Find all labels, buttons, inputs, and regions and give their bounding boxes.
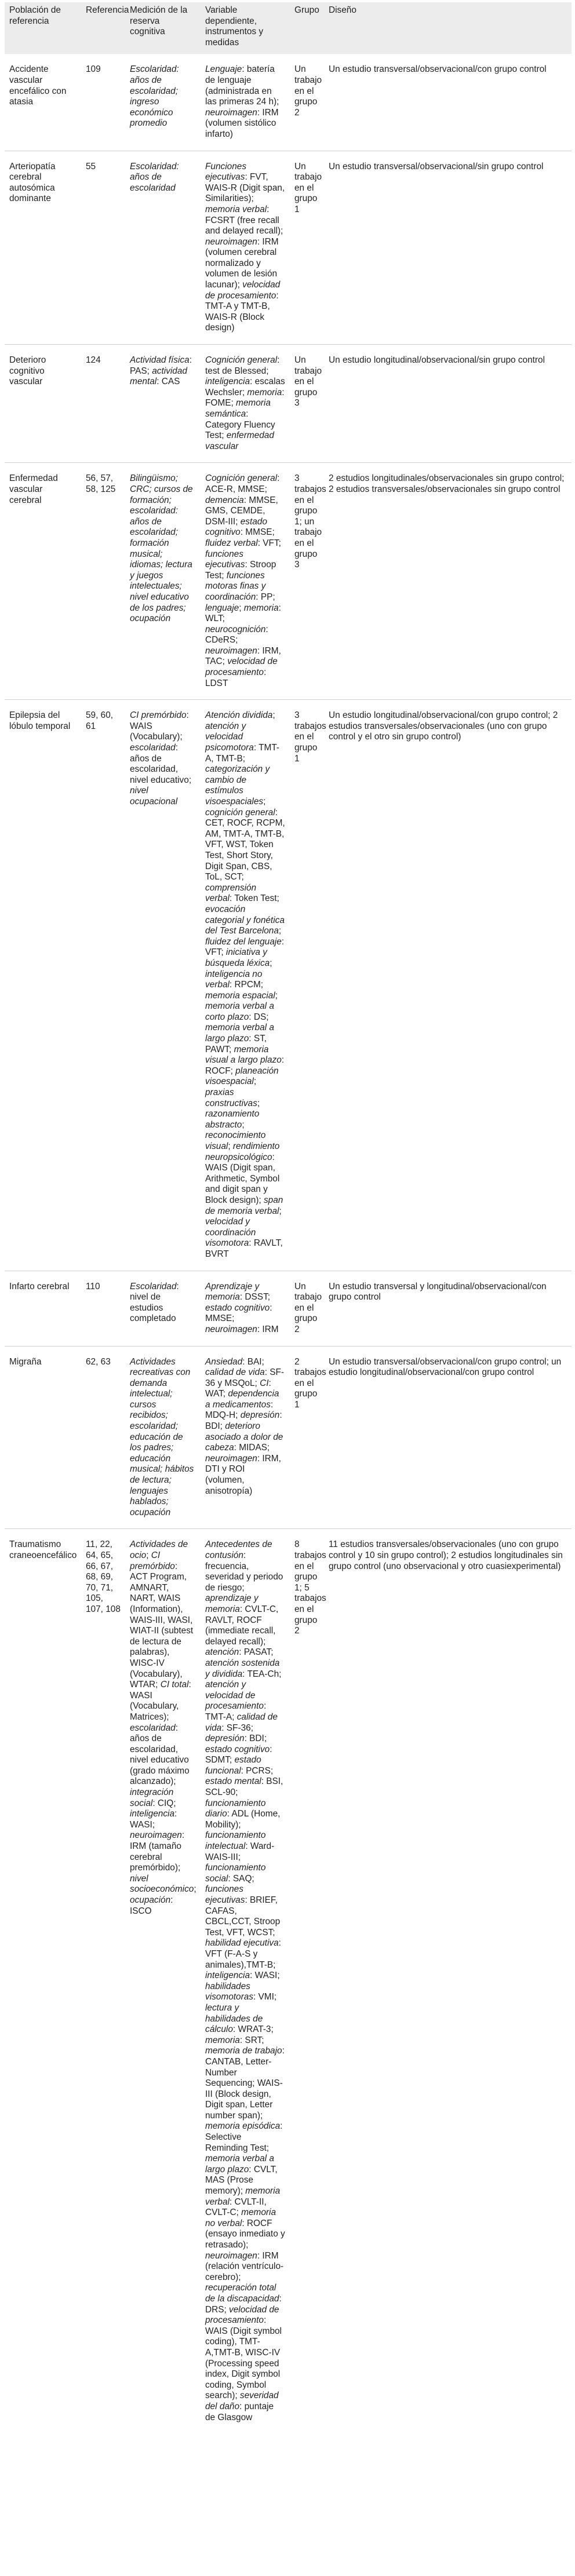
cell-dependent-variable-segment: : MDQ-H; [205, 1399, 274, 1421]
cell-cr-measure-segment: Bilingüismo; CRC; cursos de formación; escolaridad: años de escolaridad; formación musical; idiomas; lectura y juegos intelectuales; nivel educativo de los padres; ocupación [130, 473, 193, 624]
cell-dependent-variable-segment: planeación visoespacial [205, 1066, 279, 1087]
cell-cr-measure-segment: Escolaridad: años de escolaridad [130, 161, 179, 193]
cell-dependent-variable-segment: velocidad de procesamiento [205, 2304, 279, 2326]
cell-dependent-variable-segment: : PCRS; [241, 1765, 274, 1776]
cell-dependent-variable-segment: : IRM, TAC; [205, 645, 281, 667]
cell-population: Traumatismo craneoencefálico [5, 1529, 81, 2433]
cell-dependent-variable-segment: : PP; [256, 592, 275, 602]
cell-dependent-variable-segment: velocidad de procesamiento [205, 656, 278, 678]
cell-cr-measure-segment: ; [194, 1884, 196, 1895]
cell-cr-measure-segment: escolaridad [130, 1723, 176, 1733]
cell-dependent-variable-segment: categorización y cambio de estímulos visoespaciales [205, 764, 270, 807]
cell-dependent-variable-segment: estado funcional [205, 1755, 261, 1776]
cell-dependent-variable-segment: dependencia a medicamentos [205, 1389, 279, 1410]
cell-dependent-variable-segment: : VFT; [257, 538, 281, 548]
cell-population: Epilepsia del lóbulo temporal [5, 700, 81, 1271]
cell-group: Un trabajo en el grupo 2 [294, 64, 322, 118]
cell-dependent-variable [201, 1529, 290, 2433]
cell-dependent-variable-segment: ; [279, 1206, 282, 1216]
cell-dependent-variable-segment: inteligencia [205, 377, 250, 387]
cell-dependent-variable-segment: Aprendizaje y memoria [205, 1281, 260, 1302]
cell-reference: 56, 57, 58, 125 [81, 463, 125, 700]
cell-dependent-variable-segment: calidad de vida [205, 1367, 265, 1378]
cell-dependent-variable-segment: : TMT-A y TMT-B, WAIS-R (Block design) [205, 290, 279, 333]
cell-group: Un trabajo en el grupo 3 [290, 345, 324, 463]
cell-dependent-variable [201, 54, 290, 151]
cell-dependent-variable-segment: iniciativa y búsqueda léxica [205, 947, 270, 968]
cell-dependent-variable-segment: : WAIS (Digit span, Arithmetic, Symbol and digit span y Block design); [205, 1152, 280, 1205]
cell-design: Un estudio longitudinal/observacional/sin grupo control [324, 345, 572, 463]
cell-design: Un estudio transversal/observacional/con grupo control [329, 64, 547, 75]
cell-dependent-variable-segment: : RPCM; [229, 980, 264, 990]
cell-dependent-variable-segment: : CDeRS; [205, 624, 268, 645]
cell-dependent-variable-segment: razonamiento abstracto [205, 1109, 260, 1130]
cell-cr-measure-segment: : años de escolaridad, nivel educativo (grado máximo alcanzado); [130, 1723, 190, 1787]
cell-dependent-variable-segment: demencia [205, 495, 244, 505]
cell-design: Un estudio transversal/observacional/con grupo control; un estudio longitudinal/observacional/con grupo control [324, 1346, 572, 1529]
cell-dependent-variable-segment: : MMSE; [240, 527, 275, 538]
cell-design: 2 estudios longitudinales/observacionales sin grupo control; 2 estudios transversales/observacionales sin grupo control [324, 463, 572, 700]
cell-dependent-variable-segment: Cognición general [205, 355, 278, 366]
cell-design: Un estudio longitudinal/observacional/con grupo control; 2 estudios transversales/observacionales (uno con grupo control y el otro sin grupo control) [324, 700, 572, 1271]
header-group: Grupo [290, 2, 324, 54]
table-row [5, 700, 572, 1271]
cell-dependent-variable-segment: : test de Blessed; [205, 355, 280, 376]
cell-dependent-variable-segment: estado cognitivo [205, 1302, 270, 1313]
cell-dependent-variable-segment: : Ward-WAIS-III; [205, 1841, 275, 1862]
cell-cr-measure [125, 700, 201, 1271]
cell-design: Un estudio transversal/observacional/sin grupo control [324, 151, 572, 345]
cell-dependent-variable-segment: Ansiedad [205, 1356, 243, 1367]
cell-dependent-variable [201, 151, 290, 345]
cell-dependent-variable-segment: : BRIEF, CAFAS, CBCL,CCT, Stroop Test, VFT, WCST; [205, 1895, 281, 1938]
cell-cr-measure [125, 345, 201, 463]
cell-population: Arteriopatía cerebral autosómica dominante [5, 151, 81, 345]
cell-dependent-variable-segment: atención y velocidad psicomotora [205, 721, 254, 753]
cell-cr-measure [125, 1529, 201, 2433]
cell-cr-measure-segment: nivel socioeconómico [130, 1873, 194, 1895]
cell-cr-measure-segment: ; [146, 1550, 151, 1560]
cell-dependent-variable-segment: : RAVLT, BVRT [205, 1238, 283, 1259]
cell-dependent-variable-segment: : WASI; [250, 1971, 280, 1981]
cell-cr-measure-segment: Escolaridad [130, 1281, 177, 1291]
table-header-row [5, 2, 572, 54]
cell-reference: 124 [81, 345, 125, 463]
cell-dependent-variable-segment: : CANTAB, Letter-Number Sequencing; WAIS-III (Block design, Digit span, Letter number span); [205, 2046, 285, 2121]
cell-dependent-variable-segment: : SDMT; [205, 1744, 272, 1765]
cell-dependent-variable [201, 345, 290, 463]
studies-table [5, 2, 572, 2433]
cell-group: 8 trabajos en el grupo 1; 5 trabajos en el grupo 2 [290, 1529, 324, 2433]
cell-dependent-variable-segment: funciones ejecutivas [205, 1884, 245, 1905]
cell-cr-measure-segment: Actividades de ocio [130, 1539, 188, 1560]
cell-dependent-variable-segment: : MIDAS; [234, 1443, 270, 1453]
cell-population: Accidente vascular encefálico con atasia [9, 64, 67, 107]
cell-dependent-variable-segment: : IRM, DTI y ROI (volumen, anisotropía) [205, 1453, 281, 1496]
cell-dependent-variable-segment: : FCSRT (free recall and delayed recall); [205, 204, 283, 236]
cell-dependent-variable-segment: : BSI, SCL-90; [205, 1776, 283, 1798]
cell-dependent-variable-segment: : puntaje de Glasgow [205, 2401, 274, 2422]
cell-cr-measure-segment: : CAS [157, 377, 180, 387]
cell-cr-measure [125, 463, 201, 700]
cell-dependent-variable-segment: : ACE-R, MMSE; [205, 473, 280, 494]
cell-dependent-variable-segment: : WRAT-3; [232, 2024, 274, 2035]
cell-dependent-variable-segment: comprensión verbal [205, 882, 257, 904]
cell-design: Un estudio transversal y longitudinal/observacional/con grupo control [324, 1271, 572, 1346]
cell-dependent-variable-segment: : DSST; [239, 1292, 271, 1302]
cell-dependent-variable-segment: habilidad ejecutiva [205, 1938, 279, 1949]
cell-dependent-variable-segment: memoria semántica [205, 398, 271, 419]
cell-dependent-variable-segment: : WAIS (Digit symbol coding), TMT-A,TMT-B, WISC-IV (Processing speed index, Digit symbol coding, Symbol search); [205, 2315, 282, 2401]
cell-dependent-variable-segment: : DRS; [205, 2293, 282, 2315]
cell-cr-measure [125, 54, 201, 151]
cell-dependent-variable-segment: calidad de vida [205, 1712, 278, 1733]
cell-dependent-variable-segment: memoria espacial [205, 990, 275, 1001]
cell-dependent-variable-segment: estado mental [205, 1776, 261, 1787]
cell-dependent-variable-segment: : SF-36 y MSQoL; [205, 1367, 285, 1388]
table-row [5, 54, 572, 151]
cell-dependent-variable-segment: velocidad y coordinación visomotora [205, 1217, 256, 1249]
cell-cr-measure-segment: : ACT Program, AMNART, NART, WAIS (Information), WAIS-III, WASI, WIAT-II (subtest de lectura de palabras), WISC-IV (Vocabulary), WTAR; [130, 1561, 194, 1690]
cell-dependent-variable-segment: lectura y habilidades de cálculo [205, 2002, 263, 2035]
cell-dependent-variable-segment: fluidez del lenguaje [205, 936, 282, 947]
cell-dependent-variable-segment: : Stroop Test; [205, 560, 276, 581]
cell-dependent-variable-segment: atención sostenida y dividida [205, 1658, 280, 1679]
cell-dependent-variable-segment: ; [228, 1141, 233, 1151]
cell-cr-measure-segment: ocupación [130, 1895, 171, 1905]
cell-dependent-variable-segment: reconocimiento visual [205, 1130, 266, 1151]
cell-dependent-variable-segment: habilidades visomotoras [205, 1981, 253, 2002]
cell-dependent-variable-segment: memoria verbal [205, 2186, 281, 2207]
cell-dependent-variable-segment: rendimiento neuropsicológico [205, 1141, 280, 1162]
cell-population: Enfermedad vascular cerebral [5, 463, 81, 700]
cell-dependent-variable-segment: atención [205, 1647, 239, 1658]
cell-cr-measure [125, 151, 201, 345]
cell-cr-measure-segment: : WASI (Vocabulary, Matrices); [130, 1680, 191, 1722]
cell-population: Deterioro cognitivo vascular [5, 345, 81, 463]
cell-dependent-variable-segment: ; [257, 1098, 260, 1108]
cell-dependent-variable [201, 700, 290, 1271]
cell-dependent-variable-segment: memoria episódica [205, 2121, 281, 2132]
cell-dependent-variable-segment: : BDI; [244, 1734, 267, 1744]
cell-dependent-variable-segment: : Token Test; [229, 893, 279, 904]
cell-dependent-variable-segment: depresión [205, 1734, 245, 1744]
cell-dependent-variable-segment: : ADL (Home, Mobility); [205, 1809, 281, 1830]
cell-group: 3 trabajos en el grupo 1 [290, 700, 324, 1271]
cell-cr-measure-segment: neuroimagen [130, 1830, 182, 1841]
cell-dependent-variable-segment: lenguaje [205, 603, 239, 613]
cell-dependent-variable-segment: cognición general [205, 807, 275, 818]
cell-dependent-variable-segment: inteligencia [205, 1971, 250, 1981]
cell-dependent-variable-segment: ; [270, 958, 272, 968]
cell-cr-measure-segment: : WAIS (Vocabulary); [130, 710, 189, 742]
cell-dependent-variable-segment: neuroimagen [205, 107, 257, 118]
cell-dependent-variable-segment: : VMI; [253, 1992, 277, 2002]
cell-cr-measure-segment: CI premórbido [130, 710, 187, 721]
cell-dependent-variable-segment: ; [242, 1119, 245, 1130]
cell-dependent-variable-segment: : escalas Wechsler; [205, 377, 285, 397]
table-row [5, 345, 572, 463]
cell-population: Infarto cerebral [5, 1271, 81, 1346]
cell-group: Un trabajo en el grupo 2 [290, 1271, 324, 1346]
cell-cr-measure-segment: integración social [130, 1787, 174, 1808]
cell-dependent-variable-segment: memoria verbal a largo plazo [205, 1023, 274, 1044]
cell-group: Un trabajo en el grupo 1 [290, 151, 324, 345]
cell-cr-measure-segment: escolaridad [130, 743, 176, 753]
cell-cr-measure [125, 1346, 201, 1529]
cell-dependent-variable-segment: : TMT-A; [205, 1701, 267, 1722]
cell-cr-measure-segment: Actividad física [130, 355, 190, 366]
table-row [5, 1529, 572, 2433]
cell-dependent-variable-segment: : Category Fluency Test; [205, 409, 275, 441]
cell-cr-measure-segment: : IRM (tamaño cerebral premórbido); [130, 1830, 185, 1873]
cell-dependent-variable-segment: ; [278, 926, 282, 936]
cell-dependent-variable-segment: funciones ejecutivas [205, 549, 245, 570]
cell-cr-measure-segment: : WASI; [130, 1809, 177, 1830]
cell-cr-measure-segment: : CIQ; [152, 1798, 176, 1808]
cell-dependent-variable-segment: : CET, ROCF, RCPM, AM, TMT-A, TMT-B, VFT, WST, Token Test, Short Story, Digit Span, CBS, ToL, SCT; [205, 807, 285, 882]
cell-dependent-variable-segment: ; [239, 603, 244, 613]
cell-cr-measure-segment: Actividades recreativas con demanda intelectual; cursos recibidos; escolaridad; educación de los padres; educación musical; hábitos de lectura; lenguajes hablados; ocupación [130, 1356, 194, 1517]
cell-reference: 110 [81, 1271, 125, 1346]
cell-dependent-variable-segment: atención y velocidad de procesamiento [205, 1680, 264, 1712]
cell-dependent-variable-segment: depresión [240, 1410, 280, 1421]
cell-dependent-variable-segment: : MMSE, GMS, CEMDE, DSM-III; [205, 495, 278, 527]
table-row [5, 151, 572, 345]
cell-cr-measure-segment: CI premórbido [130, 1550, 175, 1571]
cell-reference: 109 [86, 64, 101, 75]
cell-dependent-variable-segment: neuroimagen [205, 236, 257, 247]
cell-dependent-variable-segment: recuperación total de la discapacidad [205, 2283, 279, 2304]
cell-dependent-variable-segment: : IRM (volumen sistólico infarto) [205, 107, 279, 139]
header-reference: Referencia [81, 2, 125, 54]
cell-population: Migraña [5, 1346, 81, 1529]
cell-dependent-variable-segment: : Selective Reminding Test; [205, 2121, 283, 2153]
cell-group: 2 trabajos en el grupo 1 [290, 1346, 324, 1529]
cell-dependent-variable-segment: deterioro asociado a dolor de cabeza [205, 1421, 283, 1453]
cell-dependent-variable [201, 1346, 290, 1529]
cell-dependent-variable-segment: : SF-36; [221, 1723, 253, 1733]
cell-reference: 55 [81, 151, 125, 345]
table-row [5, 1346, 572, 1529]
cell-dependent-variable-segment: : TEA-Ch; [242, 1669, 282, 1679]
cell-dependent-variable-segment: : IRM (volumen cerebral normalizado y volumen de lesión lacunar); [205, 236, 279, 290]
cell-dependent-variable-segment: : FOME; [205, 387, 285, 408]
cell-group: 3 trabajos en el grupo 1; un trabajo en el grupo 3 [290, 463, 324, 700]
cell-dependent-variable-segment: funcionamiento social [205, 1863, 266, 1884]
cell-dependent-variable-segment: : VFT; [205, 936, 285, 958]
cell-dependent-variable-segment: memoria [247, 387, 282, 397]
cell-dependent-variable [201, 1271, 290, 1346]
cell-dependent-variable-segment: neurocognición [205, 624, 266, 634]
cell-dependent-variable-segment: : BAI; [242, 1356, 264, 1367]
cell-dependent-variable-segment: : ST, PAWT; [205, 1034, 267, 1055]
cell-dependent-variable-segment: enfermedad vascular [205, 430, 274, 451]
cell-dependent-variable-segment: severidad del daño [205, 2391, 279, 2411]
cell-dependent-variable-segment: inteligencia no verbal [205, 969, 263, 990]
header-cr-measure: Medición de la reserva cognitiva [125, 2, 201, 54]
cell-reference: 11, 22, 64, 65, 66, 67, 68, 69, 70, 71, 105, 107, 108 [81, 1529, 125, 2433]
cell-dependent-variable-segment: funcionamiento diario [205, 1798, 266, 1819]
cell-dependent-variable-segment: memoria no verbal [205, 2208, 276, 2228]
cell-dependent-variable-segment: : LDST [205, 667, 267, 688]
cell-dependent-variable-segment: : frecuencia, severidad y periodo de riesgo; [205, 1550, 283, 1593]
cell-dependent-variable-segment: neuroimagen [205, 645, 257, 656]
header-dependent-variable: Variable dependiente, instrumentos y medidas [201, 2, 290, 54]
cell-cr-measure [125, 1271, 201, 1346]
cell-dependent-variable-segment: funcionamiento intelectual [205, 1830, 266, 1852]
header-design: Diseño [324, 2, 572, 54]
cell-dependent-variable-segment: : MMSE; [205, 1302, 272, 1324]
cell-cr-measure-segment: : ISCO [130, 1895, 173, 1916]
cell-dependent-variable-segment: estado cognitivo [205, 516, 267, 538]
cell-reference: 59, 60, 61 [81, 700, 125, 1271]
cell-dependent-variable-segment: memoria [205, 2035, 240, 2045]
cell-dependent-variable-segment: : CVLT-II, CVLT-C; [205, 2196, 267, 2218]
header-population: Población de referencia [5, 2, 81, 54]
cell-dependent-variable-segment: : SRT; [239, 2035, 264, 2045]
cell-dependent-variable-segment: CI [260, 1378, 269, 1388]
cell-dependent-variable-segment: ; [263, 797, 266, 807]
cell-dependent-variable-segment: aprendizaje y memoria [205, 1593, 259, 1614]
cell-dependent-variable-segment: neuroimagen [205, 1453, 257, 1464]
cell-dependent-variable-segment: Antecedentes de contusión [205, 1539, 272, 1560]
cell-dependent-variable-segment: memoria de trabajo [205, 2046, 282, 2056]
cell-dependent-variable-segment: : ROCF; [205, 1055, 285, 1076]
cell-dependent-variable-segment: Atención dividida [205, 710, 273, 721]
cell-dependent-variable-segment: : VFT (F-A-S y animales),TMT-B; [205, 1938, 281, 1970]
cell-dependent-variable-segment: : CVLT, MAS (Prose memory); [205, 2164, 278, 2196]
cell-dependent-variable-segment: : ROCF (ensayo inmediato y retrasado); [205, 2218, 285, 2250]
cell-cr-measure-segment: nivel ocupacional [130, 786, 178, 807]
cell-dependent-variable-segment: funciones motoras finas y coordinación [205, 570, 266, 602]
cell-dependent-variable-segment: : DS; [249, 1012, 269, 1022]
cell-dependent-variable-segment: ; [272, 710, 275, 721]
cell-dependent-variable-segment: neuroimagen [205, 1324, 257, 1334]
table-row [5, 463, 572, 700]
cell-dependent-variable-segment: memoria verbal a corto plazo [205, 1001, 274, 1022]
cell-dependent-variable-segment: : batería de lenguaje (administrada en las primeras 24 h); [205, 64, 279, 107]
cell-dependent-variable-segment: Lenguaje [205, 64, 242, 75]
cell-cr-measure-segment: CI total [160, 1680, 189, 1690]
cell-dependent-variable-segment: memoria verbal a largo plazo [205, 2154, 274, 2174]
cell-dependent-variable-segment: memoria verbal [205, 204, 267, 214]
cell-dependent-variable-segment: Funciones ejecutivas [205, 161, 247, 183]
cell-dependent-variable-segment: neuroimagen [205, 2250, 257, 2261]
cell-dependent-variable-segment: : WAT; [205, 1378, 271, 1399]
cell-dependent-variable-segment: : WLT; [205, 603, 281, 624]
cell-dependent-variable-segment: ; [253, 1077, 257, 1087]
cell-dependent-variable-segment: evocación categorial y fonética del Test Barcelona [205, 904, 285, 936]
cell-dependent-variable-segment: span de memoria verbal [205, 1195, 283, 1216]
cell-cr-measure-segment: Escolaridad: años de escolaridad; ingreso económico promedio [130, 64, 179, 129]
cell-cr-measure-segment: : nivel de estudios completado [130, 1281, 179, 1324]
table-row [5, 1271, 572, 1346]
cell-design: 11 estudios transversales/observacionales (uno con grupo control y 10 sin grupo control); 2 estudios longitudinales sin grupo control (uno observacional y otro cuasiexperimental) [324, 1529, 572, 2433]
cell-dependent-variable-segment: Cognición general [205, 473, 278, 484]
cell-cr-measure-segment: : PAS; [130, 355, 192, 376]
cell-cr-measure-segment: : años de escolaridad, nivel educativo; [130, 743, 192, 785]
cell-dependent-variable-segment: memoria visual a largo plazo [205, 1044, 282, 1066]
cell-dependent-variable-segment: memoria [243, 603, 279, 613]
cell-dependent-variable-segment: : TMT-A, TMT-B; [205, 743, 280, 764]
cell-dependent-variable-segment: : FVT, WAIS-R (Digit span, Similarities); [205, 172, 285, 204]
cell-dependent-variable-segment: ; [275, 990, 278, 1001]
cell-dependent-variable-segment: estado cognitivo [205, 1744, 270, 1754]
cell-reference: 62, 63 [81, 1346, 125, 1529]
cell-dependent-variable-segment: : PASAT; [239, 1647, 274, 1658]
cell-cr-measure-segment: inteligencia [130, 1809, 175, 1819]
cell-dependent-variable-segment: praxias constructivas [205, 1088, 257, 1108]
cell-dependent-variable [201, 463, 290, 700]
cell-dependent-variable-segment: : IRM (relación ventrículo-cerebro); [205, 2250, 284, 2282]
cell-dependent-variable-segment: : IRM [257, 1324, 279, 1334]
cell-dependent-variable-segment: fluidez verbal [205, 538, 258, 548]
cell-dependent-variable-segment: : BDI; [205, 1410, 282, 1432]
cell-dependent-variable-segment: : CVLT-C, RAVLT, ROCF (immediate recall, delayed recall); [205, 1604, 279, 1647]
cell-cr-measure-segment: actividad mental [130, 366, 187, 387]
cell-dependent-variable-segment: : SAQ; [228, 1873, 254, 1884]
cell-dependent-variable-segment: velocidad de procesamiento [205, 280, 281, 301]
